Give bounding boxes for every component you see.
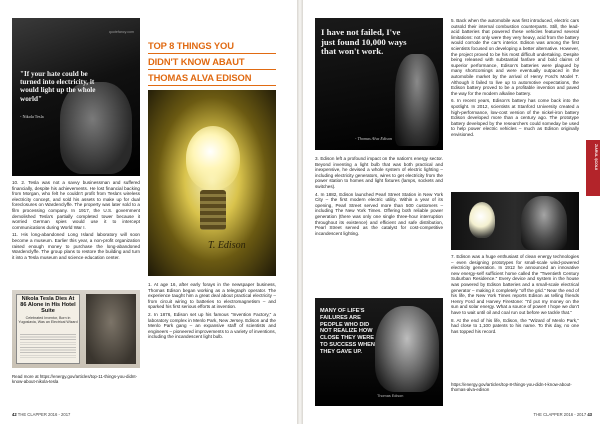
tesla-quote-photo (12, 18, 140, 176)
paragraph: 10. 2. Tesla was not a savvy businessman and suffered financially, despite his achievements. He lost financial backing from Morgan, who felt he couldn't profit from Tesla's wireless electricity concept, and sold his assets to make up for dual foreclosures on Wardenclyffe. The property was later sold to a film processing company. In 1917, the U.S. government demolished Tesla's partially completed tower because it worried German spies would use it to intercept communications during World War I. (12, 180, 140, 230)
newspaper-subheadline: Celebrated Inventor, Born in Yugoslavia, Was an Electrical Wizard (18, 316, 78, 325)
tesla-quote-attribution: - Nikola Tesla (20, 114, 44, 119)
read-more-link[interactable]: Read more at https://energy.gov/articles/top-11-things-you-didnt-know-about-nikola-tesla (12, 374, 138, 385)
newspaper-headline: Nikola Tesla Dies At 86 Alone in His Hotel Suite (20, 296, 76, 315)
page-number: 43 (587, 412, 592, 417)
section-tab-label: ZIARUL ȘCOLII (594, 144, 598, 171)
paragraph: 11. His long-abandoned Long Island laboratory will soon become a museum. Earlier this year, a non-profit organization raised enough money to purchase the long-abandoned Wardenclyffe. The group plans to restore the building and turn it into a Tesla museum and science education center. (12, 232, 140, 260)
edison-portrait-old (375, 306, 439, 392)
tesla-quote-text: "If your hate could be turned into electricity, it would light up the whole world" (20, 70, 96, 103)
edison-text-column-2 (315, 156, 443, 238)
paragraph: 8. At the end of his life, Edison, the "Wizard of Menlo Park," had close to 1,100 patents to his name. To this day, no one has topped his record. (451, 317, 579, 334)
edison-with-bulb-photo (451, 192, 579, 250)
paragraph: 5. Back when the automobile was first introduced, electric cars outsold their internal combustion counterparts. Still, the lead-acid batteries that powered these vehicles featured several limitations: not only were they very heavy, acid from the battery would corrode the car's interior. Edison was among the first scientists focused on developing a better alternative. However, the project proved to be his most difficult undertaking. Despite being released with substantial fanfare and bold claims of superior performance, Edison's batteries were plagued by many shortcomings and were eventually outpaced in the automobile market by the arrival of Henry Ford's Model T. Although it failed to live up to automotive expectations, the Edison battery proved to be a profitable invention and paved the way for the modern alkaline battery. (451, 18, 579, 96)
edison-quote-attribution: - Thomas Alva Edison (355, 136, 393, 141)
publication-name: THE CLAPPER 2016 - 2017 (17, 412, 71, 417)
right-page (303, 0, 600, 424)
paragraph: 6. In recent years, Edison's battery has come back into the spotlight. In 2012, scientists at Stanford University created a high-performance, low-cost version of the nickel-iron battery Edison developed more than a century ago. The prototype battery developed by the researchers could someday be used to help power electric vehicles – much as Edison originally envisioned. (451, 98, 579, 137)
paragraph: 3. Edison left a profound impact on the nation's energy sector. Beyond inventing a light bulb that was both practical and inexpensive, he devised a whole system of electric lighting – including electricity generators, wires to get electricity from the power station to homes and light fixtures (lamps, sockets and switches). (315, 156, 443, 189)
bulb-base (200, 190, 226, 230)
page-number: 42 (12, 412, 17, 417)
page-footer (534, 412, 592, 417)
edison-portrait (521, 196, 567, 250)
lightbulb-photo (148, 90, 276, 276)
newspaper-text-lines (20, 334, 76, 360)
edison-failure-quote-photo (315, 298, 443, 406)
title-line-2: DIDN'T KNOW ABAUT (148, 56, 276, 70)
bulb-glass (186, 126, 240, 190)
left-page (0, 0, 297, 424)
edison-portrait (395, 54, 439, 146)
read-more-link[interactable]: https://energy.gov/articles/top-8-things-you-didn-t-know-about-thomas-alva-edison (451, 382, 572, 393)
tesla-portrait-small (86, 294, 136, 364)
edison-text-column (148, 282, 276, 342)
edison-quote-text: I have not failed, I've just found 10,000 ways that won't work. (321, 27, 407, 57)
failure-quote-attribution: Thomas Edison (377, 394, 404, 398)
paragraph: 1. At age 16, after early forays in the newspaper business, Thomas Edison began working as a telegraph operator. The experience taught him a great deal about practical electricity – from circuit wiring to batteries to electromagnetism – and sparked his first serious efforts at invention. (148, 282, 276, 310)
edison-signature: T. Edison (208, 240, 246, 251)
edison-text-column-4 (451, 254, 579, 336)
failure-quote-text: MANY OF LIFE'S FAILURES ARE PEOPLE WHO DID NOT REALIZE HOW CLOSE THEY WERE TO SUCCESS WHEN THEY GAVE UP. (320, 308, 375, 355)
tesla-text-column (12, 180, 140, 262)
paragraph: 4. In 1882, Edison launched Pearl Street Station in New York City – the first modern electric utility. Within a year of its opening, Pearl Street served more than 500 customers – including The New York Times. Offering both reliable power generation (there was only one single three-hour interruption throughout its existence) and efficient and safe distribution, Pearl Street served as the catalyst for cost-competitive incandescent lighting. (315, 191, 443, 236)
bulb-glass (469, 202, 495, 238)
page-footer (12, 412, 70, 417)
publication-name: THE CLAPPER 2016 - 2017 (533, 412, 587, 417)
edison-quote-photo (315, 18, 443, 150)
paragraph: 7. Edison was a huge enthusiast of clean energy technologies – even designing prototypes for small-scale wind-powered electricity generation. In 1912 he announced an innovative new energy-self sufficient home called the "Twentieth Century Suburban Residence." Every device and system in the house was powered by Edison batteries and a small-scale electrical generator – making it completely "off the grid." Near the end of his life, the New York Times reports Edison as telling friends Henry Ford and Harvey Firestone: "I'd put my money on the sun and solar energy. What a source of power! I hope we don't have to wait until oil and coal run out before we tackle that." (451, 254, 579, 315)
tesla-newspaper-photo (12, 290, 140, 368)
article-title (148, 40, 276, 88)
title-line-3: THOMAS ALVA EDISON (148, 72, 276, 86)
section-tab (586, 140, 600, 196)
photo-credit: quotefancy.com (108, 30, 134, 34)
paragraph: 2. In 1876, Edison set up his famous "Invention Factory," a laboratory complex in Menlo Park, New Jersey. Edison and the Menlo Park gang – an expansive staff of scientists and engineers – pioneered improvements to a variety of inventions, including the incandescent light bulb. (148, 311, 276, 340)
edison-text-column-3 (451, 18, 579, 139)
title-line-1: TOP 8 THINGS YOU (148, 40, 276, 54)
